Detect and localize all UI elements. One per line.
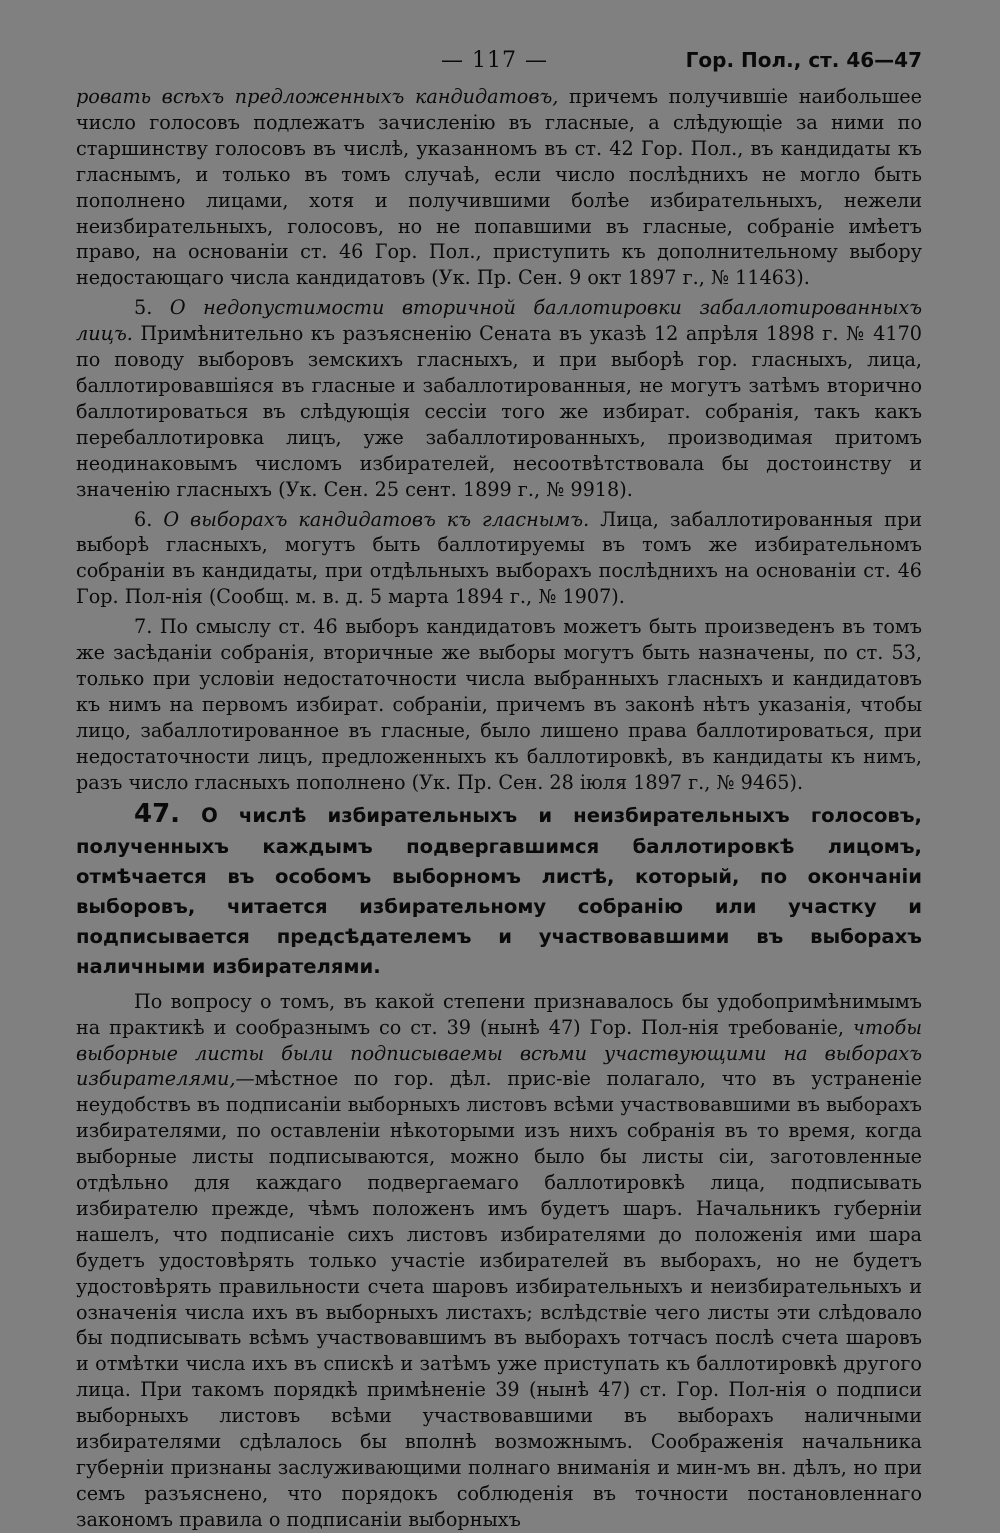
paragraph-text: Лица, забаллотированныя при выборѣ гласныхъ, могутъ быть баллотируемы въ томъ же избирательномъ собраніи въ кандидаты, при отдѣльныхъ выборахъ послѣднихъ на основаніи ст. 46 Гор. Пол-нія (Сообщ. м. в. д. 5 марта 1894 г., № 1907).: [76, 507, 922, 609]
paragraph-continuation: [76, 84, 922, 291]
paragraph-text: причемъ получившіе наибольшее число голосовъ подлежатъ зачисленію въ гласные, а слѣдующіе за ними по старшинству голосовъ въ числѣ, указанномъ въ ст. 42 Гор. Пол., въ кандидаты къ гласнымъ, и только въ томъ случаѣ, если число послѣднихъ не могло быть пополнено лицами, хотя и получившими болѣе избирательныхъ, нежели неизбирательныхъ, голосовъ, но не попавшими въ гласные, собраніе имѣетъ право, на основаніи ст. 46 Гор. Пол., приступить къ дополнительному выбору недостающаго числа кандидатовъ (Ук. Пр. Сен. 9 окт 1897 г., № 11463).: [76, 85, 922, 290]
paragraph-note-7: 7. По смыслу ст. 46 выборъ кандидатовъ можетъ быть произведенъ въ томъ же засѣданіи собранія, вторичные же выборы могутъ быть назначены, по ст. 53, только при условіи недостаточности числа выбранныхъ гласныхъ и кандидатовъ къ нимъ на первомъ избират. собраніи, причемъ въ законѣ нѣтъ указанія, чтобы лицо, забаллотированное въ гласные, было лишено права баллотироваться, при недостаточности лицъ, предложенныхъ къ баллотировкѣ, въ кандидаты къ нимъ, разъ число гласныхъ пополнено (Ук. Пр. Сен. 28 іюля 1897 г., № 9465).: [76, 615, 922, 794]
paragraph-text: Примѣнительно къ разъясненію Сената въ указѣ 12 апрѣля 1898 г. № 4170 по поводу выборовъ земскихъ гласныхъ, и при выборѣ гор. гласныхъ, лица, баллотировавшіяся въ гласные и забаллотированныя, не могутъ затѣмъ вторично баллотироваться въ слѣдующія сессіи того же избират. собранія, такъ какъ перебаллотировка лицъ, уже забаллотированныхъ, производимая притомъ неодинаковымъ числомъ избирателей, несоотвѣтствовала бы достоинству и значенію гласныхъ (Ук. Сен. 25 сент. 1899 г., № 9918).: [76, 322, 922, 501]
running-head: Гор. Пол., ст. 46—47: [685, 48, 922, 72]
note-number: 5.: [134, 296, 170, 320]
article-number: 47.: [134, 799, 181, 830]
italic-phrase: ровать всѣхъ предложенныхъ кандидатовъ,: [76, 85, 559, 108]
page-number: — 117 —: [441, 48, 548, 73]
note-number: 6.: [134, 507, 164, 531]
note-heading: О недопустимости вторичной баллотировки забаллотированныхъ лицъ.: [76, 296, 922, 346]
paragraph-commentary: [76, 989, 922, 1533]
paragraph-note-5: [76, 295, 922, 502]
paragraph-text: —мѣстное по гор. дѣл. прис-віе полагало, что въ устраненіе неудобствъ въ подписаніи выборныхъ листовъ всѣми участвовавшими въ выборахъ избирателями, по оставленіи нѣкоторыми изъ нихъ собранія въ то время, когда выборные листы подписываются, можно было бы листы сіи, заготовленные отдѣльно для каждаго подвергаемаго баллотировкѣ лица, подписывать избирателю прежде, чѣмъ положенъ имъ будетъ шаръ. Начальникъ губерніи нашелъ, что подписаніе сихъ листовъ избирателями до положенія ими шара будетъ удостовѣрять только участіе избирателей въ выборахъ, но не будетъ удостовѣрять правильности счета шаровъ избирательныхъ и неизбирательныхъ и означенія числа ихъ въ выборныхъ листахъ; вслѣдствіе чего листы эти слѣдовало бы подписывать всѣмъ участвовавшимъ въ выборахъ тотчасъ послѣ счета шаровъ и отмѣтки числа ихъ въ спискѣ и затѣмъ уже приступать къ баллотировкѣ другого лица. При такомъ порядкѣ примѣненіе 39 (нынѣ 47) ст. Гор. Пол-нія о подписи выборныхъ листовъ всѣми участвовавшими въ выборахъ наличными избирателями сдѣлалось бы вполнѣ возможнымъ. Соображенія начальника губерніи признаны заслуживающими полнаго вниманія и мин-мъ вн. дѣлъ, но при семъ разъяснено, что порядокъ соблюденія въ точности постановленнаго закономъ правила о подписаніи выборныхъ: [76, 1067, 922, 1531]
note-heading: О выборахъ кандидатовъ къ гласнымъ.: [163, 507, 590, 531]
article-47: [76, 799, 922, 982]
italic-phrase: чтобы выборные листы были подписываемы всѣми участвующими на выборахъ избирателями,: [76, 1015, 922, 1091]
article-text: О числѣ избирательныхъ и неизбирательныхъ голосовъ, полученныхъ каждымъ подвергавшимся баллотировкѣ лицомъ, отмѣчается въ особомъ выборномъ листѣ, который, по окончаніи выборовъ, читается избирательному собранію или участку и подписывается предсѣдателемъ и участвовавшими въ выборахъ наличными избирателями.: [76, 804, 922, 979]
page-header: [76, 44, 922, 84]
paragraph-note-6: [76, 507, 922, 611]
document-page: [76, 44, 922, 1533]
paragraph-text: По вопросу о томъ, въ какой степени признавалось бы удобопримѣнимымъ на практикѣ и сообразнымъ со ст. 39 (нынѣ 47) Гор. Пол-нія требованіе,: [76, 989, 922, 1039]
